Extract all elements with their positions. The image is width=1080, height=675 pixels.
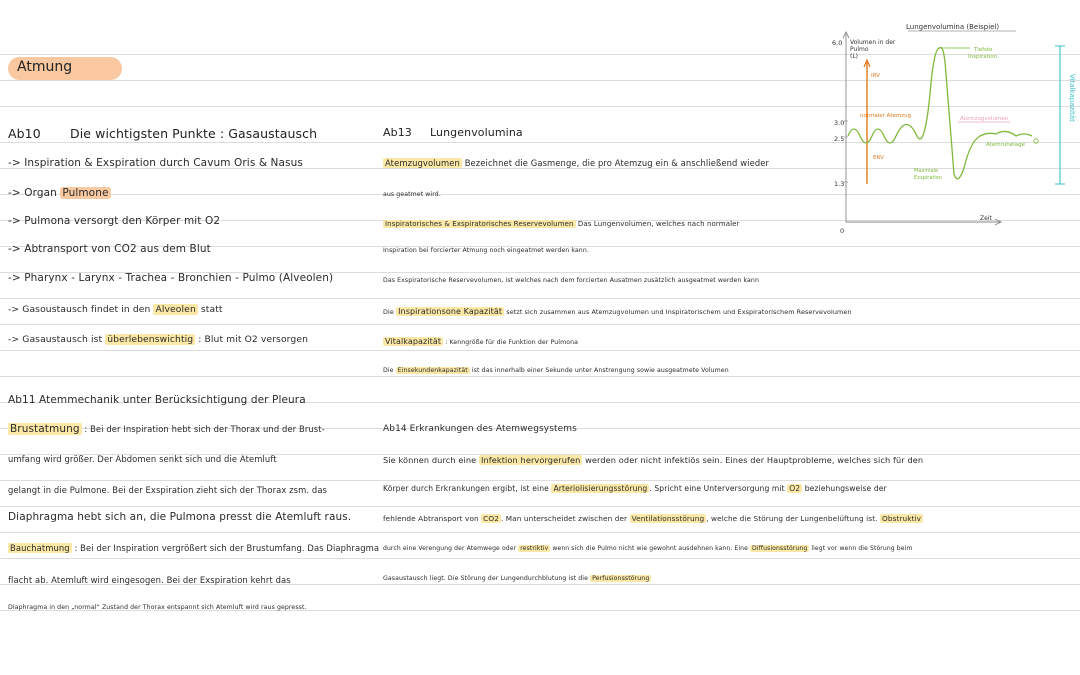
ab13-para-4: Die Inspirationsone Kapazität setzt sich zusammen aus Atemzugvolumen und Inspiratorischem und Exspiratorischem Reservevolumen [383,307,852,316]
highlight-obstruktiv: Obstruktiv [882,514,922,523]
tidal-volume-label: Atemzugvolumen [960,116,1009,122]
highlight-pulmone: Pulmone [62,187,109,199]
y-axis-label-2: Pulmo [850,46,869,53]
ab13-para-2-cont: Inspiration bei forcierter Atmung noch eingeatmet werden kann. [383,247,589,254]
ab14-line-2: Körper durch Erkrankungen ergibt, ist eine Arteriolisierungsstörung . Spricht eine Unterversorgung mit O2 beziehungsweise der [383,484,887,493]
ab10-code: Ab10 [8,126,41,141]
highlight-reservevolumen: Inspiratorisches & Exspiratorisches Reservevolumen [385,220,574,228]
tick-1-3: 1.3 [834,180,845,188]
ab10-line-4: -> Abtransport von CO2 aus dem Blut [8,243,211,255]
x-axis-label: Zeit [980,215,992,222]
highlight-arteriolisierungsstoerung: Arteriolisierungsstörung [553,484,648,493]
highlight-infektion: Infektion hervorgerufen [480,455,581,465]
ab11-line-2: umfang wird größer. Der Abdomen senkt sich und die Atemluft [8,454,277,464]
ab14-line-3: fehlende Abtransport von CO2 . Man unterscheidet zwischen der Ventilationsstörung , welche die Störung der Lungenbelüftung ist. Obstruktiv [383,514,922,523]
ab14-line-4: durch eine Verengung der Atemwege oder restriktiv wenn sich die Pulmo nicht wie gewohnt ausdehnen kann. Eine Diffusionsstörung liegt vor wenn die Störung beim [383,545,913,552]
highlight-restriktiv: restriktiv [520,545,549,552]
deepest-inspiration-label-2: Inspiration [968,54,998,60]
resting-marker-icon [1034,139,1038,143]
ab13-code: Ab13 [383,126,412,139]
irv-label: IRV [871,73,880,79]
ab13-para-6: Die Einsekundenkapazität ist das innerhalb einer Sekunde unter Anstrengung sowie ausgeatmete Volumen [383,367,729,374]
erv-label: ERV [873,155,884,161]
ab10-line-6: -> Gasoustausch findet in den Alveolen statt [8,304,223,315]
highlight-alveolen: Alveolen [155,304,196,315]
y-axis-label-3: (L) [850,53,859,60]
ab11-line-7: Diaphragma in den „normal“ Zustand der Thorax entspannt sich Atemluft wird raus gepresst. [8,604,307,611]
ab14-line-1: Sie können durch eine Infektion hervorgerufen werden oder nicht infektiös sein. Eines der Hauptprobleme, welches sich für den [383,455,924,465]
ab10-line-7: -> Gasaustausch ist überlebenswichtig : Blut mit O2 versorgen [8,334,308,345]
ab11-heading: Ab11 Atemmechanik unter Berücksichtigung der Pleura [8,394,306,406]
ab10-line-2: -> Organ Pulmone [8,187,109,199]
tick-6: 6.0 [832,39,843,47]
ab13-para-3: Das Exspiratorische Reservevolumen, ist welches nach dem forcierten Ausatmen zusätzlich ausgeatmet werden kann [383,277,759,284]
highlight-co2: CO2 [483,514,499,523]
ab13-para-5: Vitalkapazität : Kenngröße für die Funktion der Pulmona [385,337,578,346]
highlight-atemzugvolumen: Atemzugvolumen [385,158,460,168]
ab11-line-5: Bauchatmung : Bei der Inspiration vergrößert sich der Brustumfang. Das Diaphragma [10,543,380,553]
ab10-line-3: -> Pulmona versorgt den Körper mit O2 [8,215,221,227]
normal-breath-label: normaler Atemzug [860,113,912,119]
page-title: Atmung [17,59,73,75]
ab11-line-4: Diaphragma hebt sich an, die Pulmona presst die Atemluft raus. [8,511,352,523]
highlight-ventilationsstoerung: Ventilationsstörung [631,514,705,523]
resting-label: Atemruhelage [986,142,1025,148]
highlight-perfusionsstoerung: Perfusionsstörung [592,575,650,582]
ab14-heading: Ab14 Erkrankungen des Atemwegsystems [383,424,577,434]
highlight-brustatmung: Brustatmung [10,423,80,435]
highlight-vitalkapazitaet: Vitalkapazität [385,337,442,346]
ab10-heading: Die wichtigsten Punkte : Gasaustausch [70,126,318,141]
tick-3: 3.0 [834,119,845,127]
highlight-inspirationskapazitaet: Inspirationsone Kapazität [398,307,503,316]
ab11-line-3: gelangt in die Pulmone. Bei der Exspiration zieht sich der Thorax zsm. das [8,485,328,495]
ab10-line-5: -> Pharynx - Larynx - Trachea - Bronchien - Pulmo (Alveolen) [8,272,334,284]
highlight-ueberlebenswichtig: überlebenswichtig [107,334,194,345]
ab13-para-2: Inspiratorisches & Exspiratorisches Reservevolumen Das Lungenvolumen, welches nach normaler [385,220,740,228]
ab13-para-1: Atemzugvolumen Bezeichnet die Gasmenge, die pro Atemzug ein & anschließend wieder [385,158,770,168]
highlight-diffusionsstoerung: Diffusionsstörung [752,545,808,552]
diagram-title: Lungenvolumina (Beispiel) [906,23,1000,31]
ab13-para-1-cont: aus geatmet wird. [383,191,441,198]
lung-volume-diagram [820,14,1080,254]
tick-2-5: 2.5 [834,135,845,143]
ab11-line-1: Brustatmung : Bei der Inspiration hebt sich der Thorax und der Brust- [10,423,325,435]
max-exspiration-label-2: Exspiration [914,175,942,181]
ab10-line-1: -> Inspiration & Exspiration durch Cavum Oris & Nasus [8,157,303,169]
vital-capacity-label: Vitalkapazität [1068,74,1076,122]
deepest-inspiration-label-1: Tiefste [974,47,993,53]
max-exspiration-label-1: Maximale [914,168,939,174]
y-axis-label-1: Volumen in der [850,39,896,46]
ab14-line-5: Gasaustausch liegt. Die Störung der Lungendurchblutung ist die Perfusionsstörung [383,575,650,582]
tick-0: 0 [840,227,845,235]
highlight-bauchatmung: Bauchatmung [10,543,70,553]
highlight-o2: O2 [789,484,801,493]
ab11-line-6: flacht ab. Atemluft wird eingesogen. Bei der Exspiration kehrt das [8,575,291,585]
ab13-heading: Lungenvolumina [430,126,523,139]
highlight-einsekundenkapazitaet: Einsekundenkapazität [397,367,468,374]
